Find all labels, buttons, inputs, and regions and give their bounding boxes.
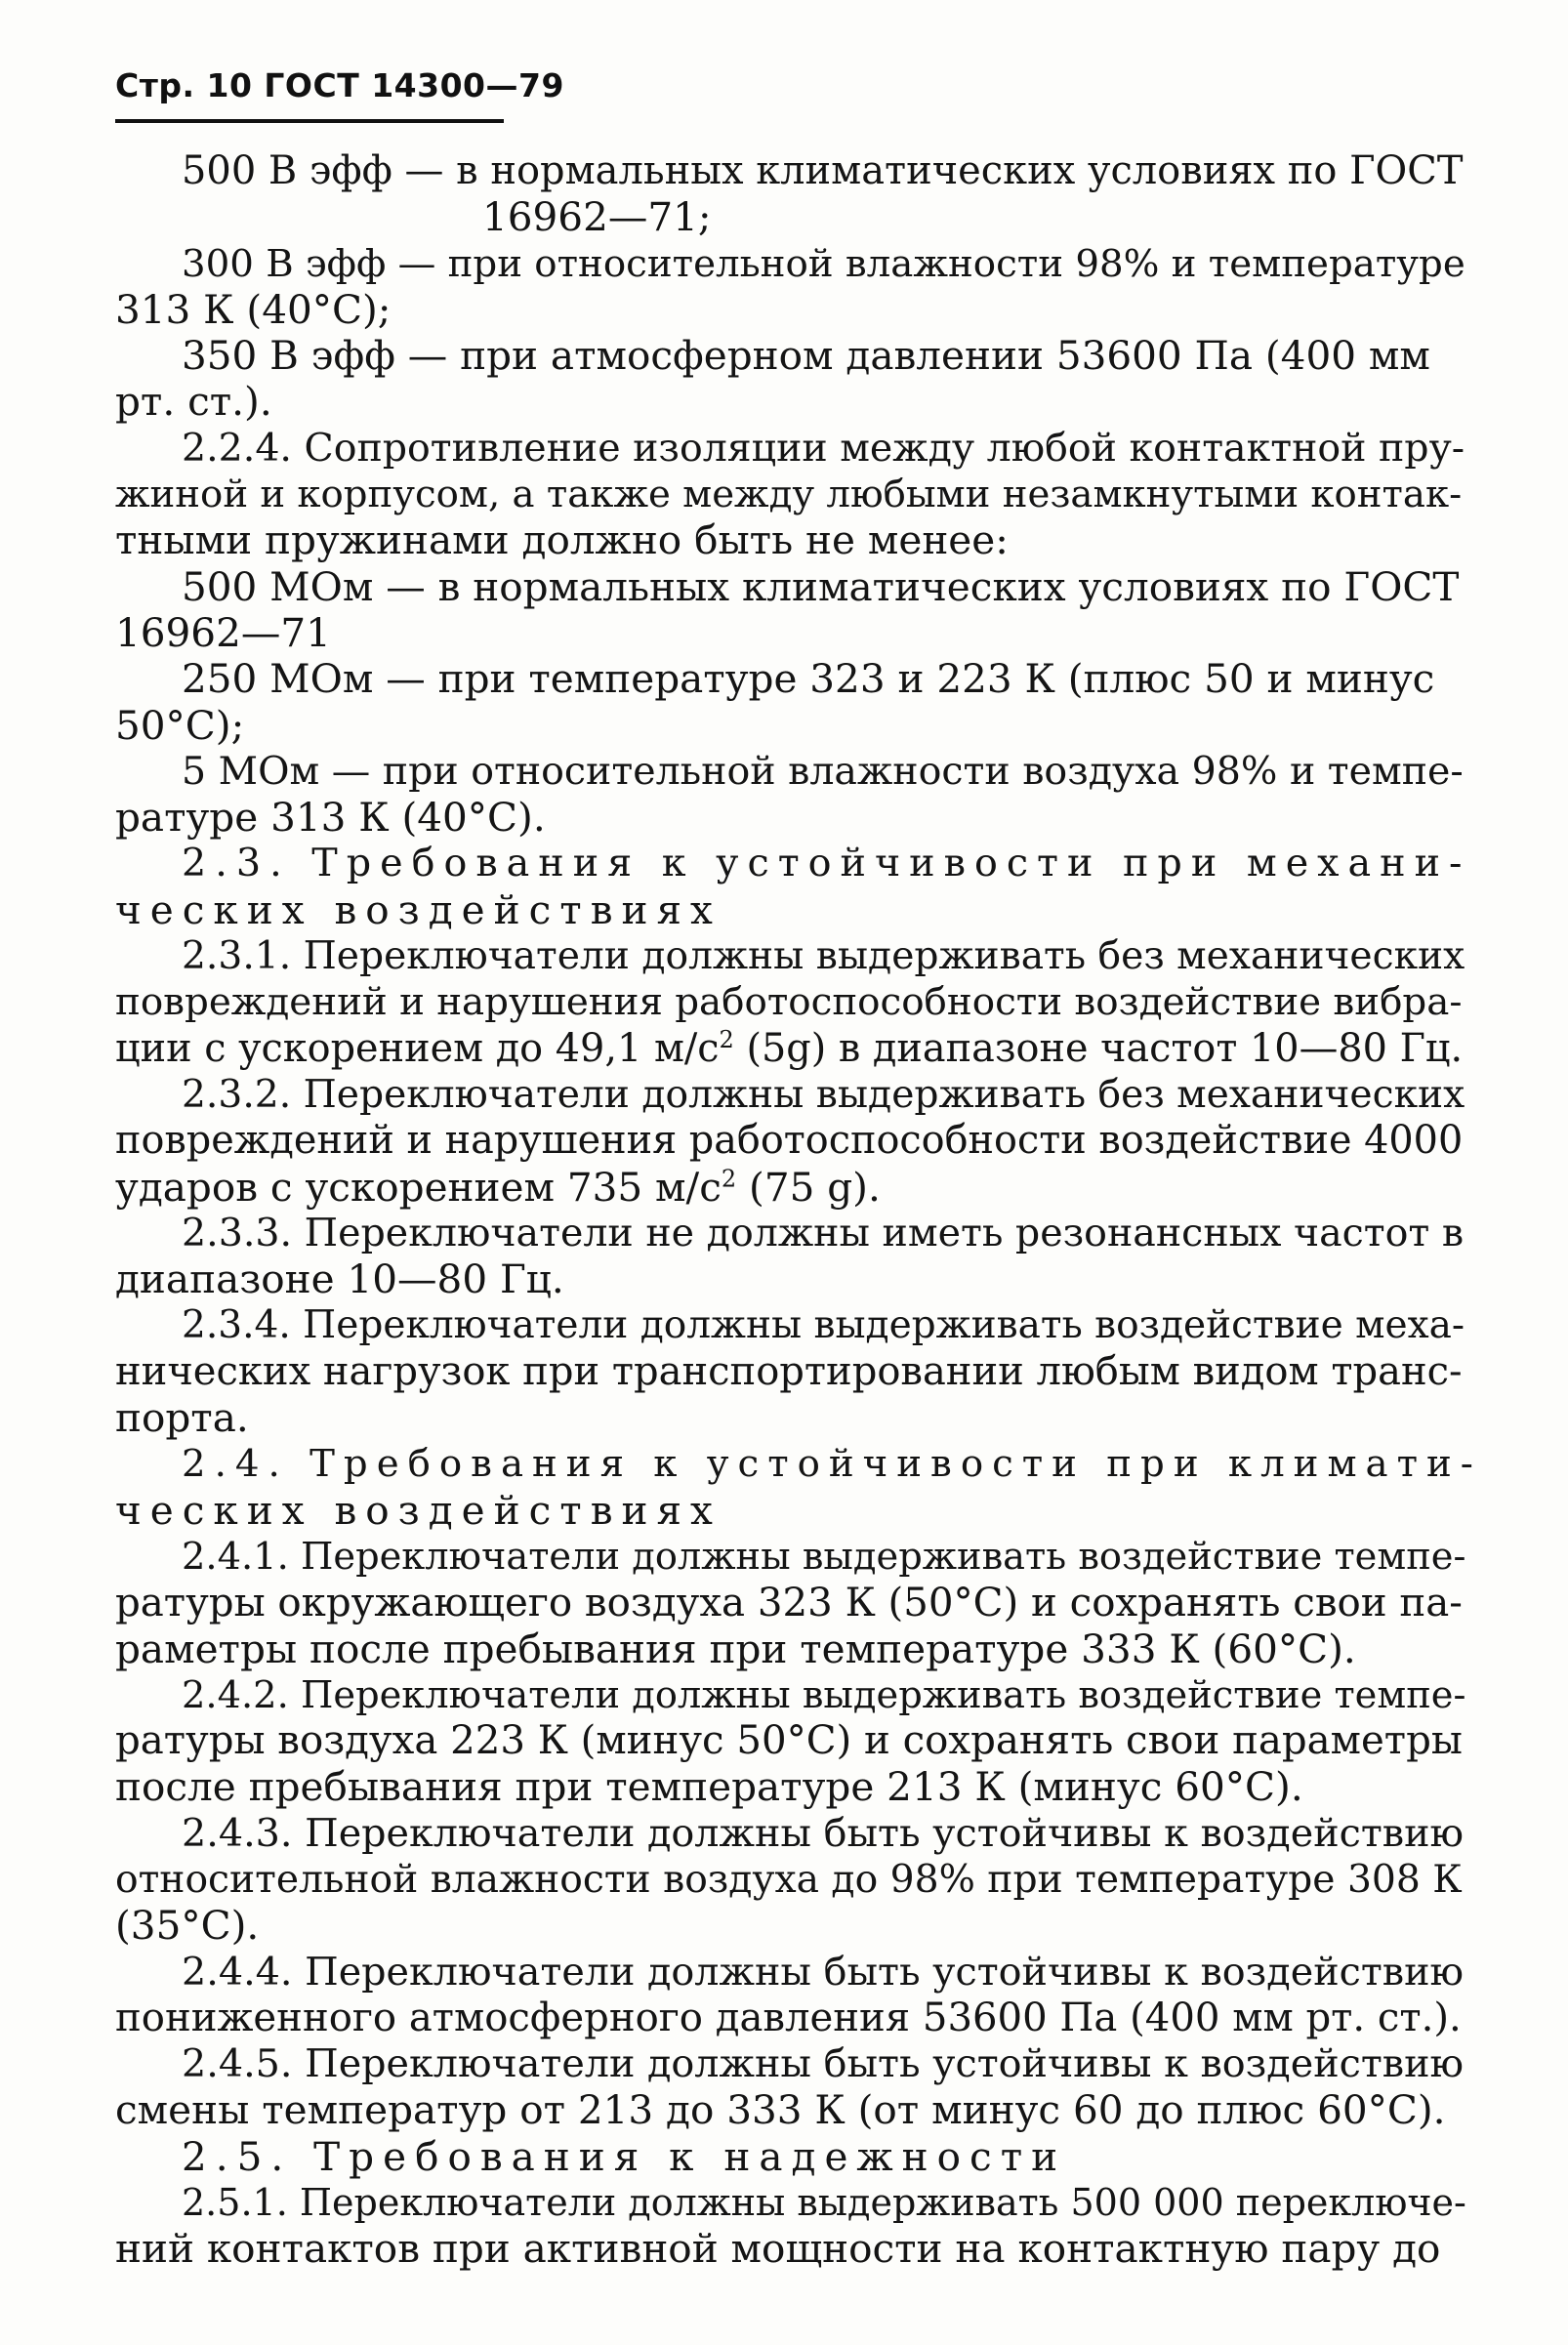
text-line: 2.3.4. Переключатели должны выдерживать воздействие меха- xyxy=(182,1303,1465,1348)
document-body xyxy=(115,148,1482,2273)
text-line: тными пружинами должно быть не менее: xyxy=(115,516,1009,564)
text-line: ний контактов при активной мощности на контактную пару до xyxy=(115,2225,1441,2273)
text-fragment: (5g) в диапазоне частот 10—80 Гц. xyxy=(733,1025,1464,1071)
text-line: 2.4.5. Переключатели должны быть устойчивы к воздействию xyxy=(182,2041,1465,2087)
text-line: 300 В эфф — при относительной влажности 98% и температуре xyxy=(182,241,1465,286)
text-line: 2.4.2. Переключатели должны выдерживать воздействие темпе- xyxy=(182,1672,1466,1717)
text-line: ратуры окружающего воздуха 323 К (50°С) и сохранять свои па- xyxy=(115,1580,1463,1626)
superscript: 2 xyxy=(719,1025,734,1053)
text-line: нических нагрузок при транспортировании любым видом транс- xyxy=(115,1348,1463,1394)
text-line: 500 В эфф — в нормальных климатических условиях по ГОСТ xyxy=(182,148,1464,193)
text-fragment: (75 g). xyxy=(736,1163,881,1211)
section-heading: ческих воздействиях xyxy=(115,885,722,933)
text-line: 50°С); xyxy=(115,701,245,749)
text-line: 2.3.3. Переключатели не должны иметь резонансных частот в xyxy=(182,1210,1465,1255)
superscript: 2 xyxy=(721,1165,737,1193)
text-fragment: ции с ускорением до 49,1 м/с xyxy=(115,1025,720,1071)
section-heading: 2.5. Требования к надежности xyxy=(182,2132,1067,2180)
text-line: 5 МОм — при относительной влажности воздуха 98% и темпе- xyxy=(182,748,1464,794)
text-line xyxy=(115,1165,1463,1211)
text-line: 16962—71 xyxy=(115,608,331,656)
text-line: ратуре 313 К (40°С). xyxy=(115,794,546,842)
text-line: жиной и корпусом, а также между любыми незамкнутыми контак- xyxy=(115,473,1463,517)
section-heading: 2.4. Требования к устойчивости при климати- xyxy=(182,1442,1482,1487)
text-line: 2.2.4. Сопротивление изоляции между любой контактной пру- xyxy=(182,425,1465,471)
text-line: диапазоне 10—80 Гц. xyxy=(115,1255,564,1303)
text-line: пониженного атмосферного давления 53600 Па (400 мм рт. ст.). xyxy=(115,1995,1462,2040)
text-line: ратуры воздуха 223 К (минус 50°С) и сохранять свои параметры xyxy=(115,1718,1463,1764)
text-line: 2.3.2. Переключатели должны выдерживать без механических xyxy=(182,1072,1465,1117)
header-rule xyxy=(115,119,504,123)
text-line: рт. ст.). xyxy=(115,378,272,426)
text-line: повреждений и нарушения работоспособности воздействие вибра- xyxy=(115,980,1463,1025)
section-heading: 2.3. Требования к устойчивости при механи- xyxy=(182,841,1471,886)
text-line: после пребывания при температуре 213 К (минус 60°С). xyxy=(115,1763,1303,1811)
text-line: 2.4.4. Переключатели должны быть устойчивы к воздействию xyxy=(182,1949,1465,1995)
text-fragment: ударов с ускорением 735 м/с xyxy=(115,1163,722,1211)
text-line: (35°С). xyxy=(115,1902,260,1950)
text-line: относительной влажности воздуха до 98% при температуре 308 К xyxy=(115,1857,1463,1902)
text-line: 2.4.1. Переключатели должны выдерживать воздействие темпе- xyxy=(182,1534,1466,1579)
text-line: раметры после пребывания при температуре 333 К (60°С). xyxy=(115,1625,1356,1672)
text-line: смены температур от 213 до 333 К (от минус 60 до плюс 60°С). xyxy=(115,2086,1446,2134)
text-line xyxy=(115,1026,1463,1072)
text-line: 2.3.1. Переключатели должны выдерживать без механических xyxy=(182,934,1465,979)
text-line: 350 В эфф — при атмосферном давлении 53600 Па (400 мм xyxy=(182,332,1430,380)
text-line: 500 МОм — в нормальных климатических условиях по ГОСТ xyxy=(182,562,1460,610)
text-line: 2.4.3. Переключатели должны быть устойчивы к воздействию xyxy=(182,1810,1465,1856)
text-line: 313 К (40°С); xyxy=(115,285,392,333)
page-header: Стр. 10 ГОСТ 14300—79 xyxy=(115,66,564,104)
text-line: повреждений и нарушения работоспособности воздействие 4000 xyxy=(115,1118,1464,1164)
section-heading: ческих воздействиях xyxy=(115,1486,722,1534)
text-line: порта. xyxy=(115,1394,249,1442)
text-line: 250 МОм — при температуре 323 и 223 К (плюс 50 и минус xyxy=(182,655,1435,703)
text-line: 16962—71; xyxy=(482,193,712,241)
text-line: 2.5.1. Переключатели должны выдерживать 500 000 переключе- xyxy=(182,2181,1466,2225)
